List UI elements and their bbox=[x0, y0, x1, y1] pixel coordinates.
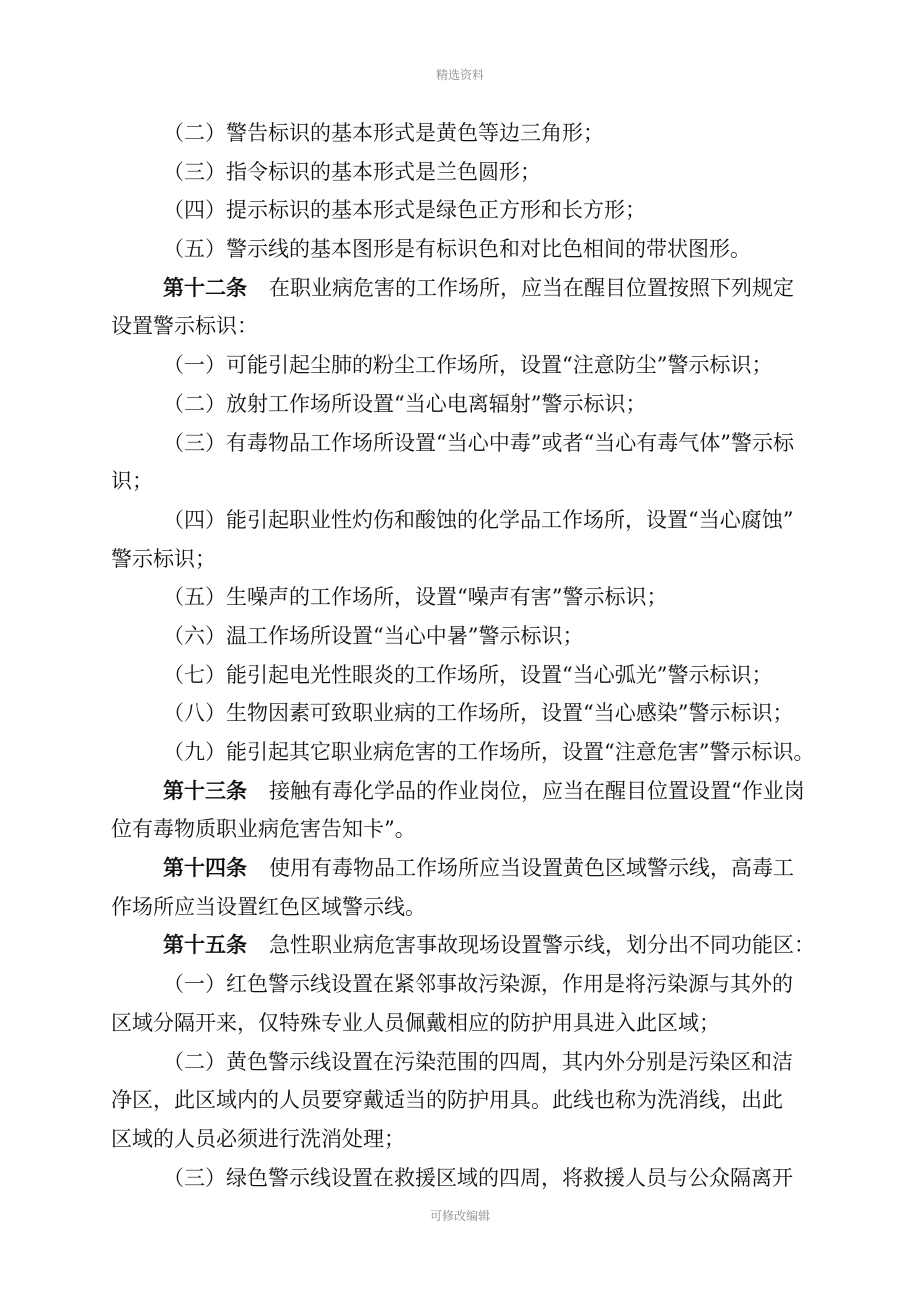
article-line bbox=[111, 849, 811, 888]
line-text: 急性职业病危害事故现场设置警示线，划分出不同功能区： bbox=[269, 933, 815, 958]
text-line bbox=[111, 424, 811, 463]
line-text: （八）生物因素可致职业病的工作场所，设置“当心感染”警示标识； bbox=[163, 701, 794, 726]
line-text: （三）有毒物品工作场所设置“当心中毒”或者“当心有毒气体”警示标 bbox=[163, 430, 794, 455]
text-line bbox=[111, 1120, 811, 1159]
article-number: 第十四条 bbox=[163, 855, 247, 881]
line-text: 区域分隔开来，仅特殊专业人员佩戴相应的防护用具进入此区域； bbox=[111, 1010, 720, 1035]
text-line bbox=[111, 153, 811, 192]
text-line bbox=[111, 540, 811, 579]
text-line bbox=[111, 617, 811, 656]
line-text: （一）可能引起尘肺的粉尘工作场所，设置“注意防尘”警示标识； bbox=[163, 353, 773, 378]
text-line bbox=[111, 656, 811, 695]
line-text: （九）能引起其它职业病危害的工作场所，设置“注意危害”警示标识。 bbox=[163, 740, 815, 764]
line-text: 警示标识； bbox=[111, 546, 216, 571]
line-text: （二）黄色警示线设置在污染范围的四周，其内外分别是污染区和洁 bbox=[163, 1049, 793, 1074]
line-text: （二）放射工作场所设置“当心电离辐射”警示标识； bbox=[163, 391, 647, 416]
text-line bbox=[111, 965, 811, 1004]
text-line bbox=[111, 230, 811, 269]
line-text: 在职业病危害的工作场所，应当在醒目位置按照下列规定 bbox=[269, 275, 794, 300]
line-text: 设置警示标识： bbox=[111, 314, 258, 339]
text-line bbox=[111, 385, 811, 424]
line-text: （三）指令标识的基本形式是兰色圆形； bbox=[163, 159, 541, 184]
article-number: 第十三条 bbox=[163, 777, 247, 803]
line-text: 接触有毒化学品的作业岗位，应当在醒目位置设置“作业岗 bbox=[269, 778, 805, 803]
line-text: 区域的人员必须进行洗消处理； bbox=[111, 1126, 405, 1151]
text-line bbox=[111, 810, 811, 849]
line-text: （五）警示线的基本图形是有标识色和对比色相间的带状图形。 bbox=[163, 237, 751, 262]
article-line bbox=[111, 269, 811, 308]
text-line bbox=[111, 694, 811, 733]
line-text: 作场所应当设置红色区域警示线。 bbox=[111, 894, 426, 919]
text-line bbox=[111, 733, 815, 772]
line-text: 识； bbox=[111, 469, 153, 494]
line-text: （七）能引起电光性眼炎的工作场所，设置“当心弧光”警示标识； bbox=[163, 662, 773, 687]
text-line bbox=[111, 501, 811, 540]
line-text: （二）警告标识的基本形式是黄色等边三角形； bbox=[163, 121, 604, 145]
text-line bbox=[111, 888, 811, 927]
line-text: 净区，此区域内的人员要穿戴适当的防护用具。此线也称为洗消线，出此 bbox=[111, 1088, 783, 1113]
page-footer: 可修改编辑 bbox=[429, 1209, 490, 1223]
text-line bbox=[111, 114, 811, 153]
article-line bbox=[111, 926, 815, 965]
line-text: （三）绿色警示线设置在救援区域的四周，将救援人员与公众隔离开 bbox=[163, 1165, 793, 1190]
line-text: （四）能引起职业性灼伤和酸蚀的化学品工作场所，设置“当心腐蚀” bbox=[163, 507, 794, 532]
article-number: 第十二条 bbox=[163, 274, 247, 300]
line-text: 位有毒物质职业病危害告知卡”。 bbox=[111, 817, 416, 842]
page-header: 精选资料 bbox=[435, 68, 484, 82]
line-text: （五）生噪声的工作场所，设置“噪声有害”警示标识； bbox=[163, 585, 668, 610]
text-line bbox=[111, 1043, 811, 1082]
text-line bbox=[111, 191, 811, 230]
line-text: （一）红色警示线设置在紧邻事故污染源，作用是将污染源与其外的 bbox=[163, 972, 793, 997]
article-line bbox=[111, 772, 811, 811]
line-text: （四）提示标识的基本形式是绿色正方形和长方形； bbox=[163, 198, 646, 223]
text-line bbox=[111, 346, 811, 385]
text-line bbox=[111, 462, 811, 501]
text-line bbox=[111, 307, 811, 346]
text-line bbox=[111, 1004, 811, 1043]
document-body bbox=[111, 114, 815, 1197]
line-text: （六）温工作场所设置“当心中暑”警示标识； bbox=[163, 623, 584, 648]
text-line bbox=[111, 1081, 811, 1120]
text-line bbox=[111, 578, 811, 617]
text-line bbox=[111, 1159, 811, 1198]
article-number: 第十五条 bbox=[163, 932, 247, 958]
line-text: 使用有毒物品工作场所应当设置黄色区域警示线，高毒工 bbox=[269, 856, 794, 881]
